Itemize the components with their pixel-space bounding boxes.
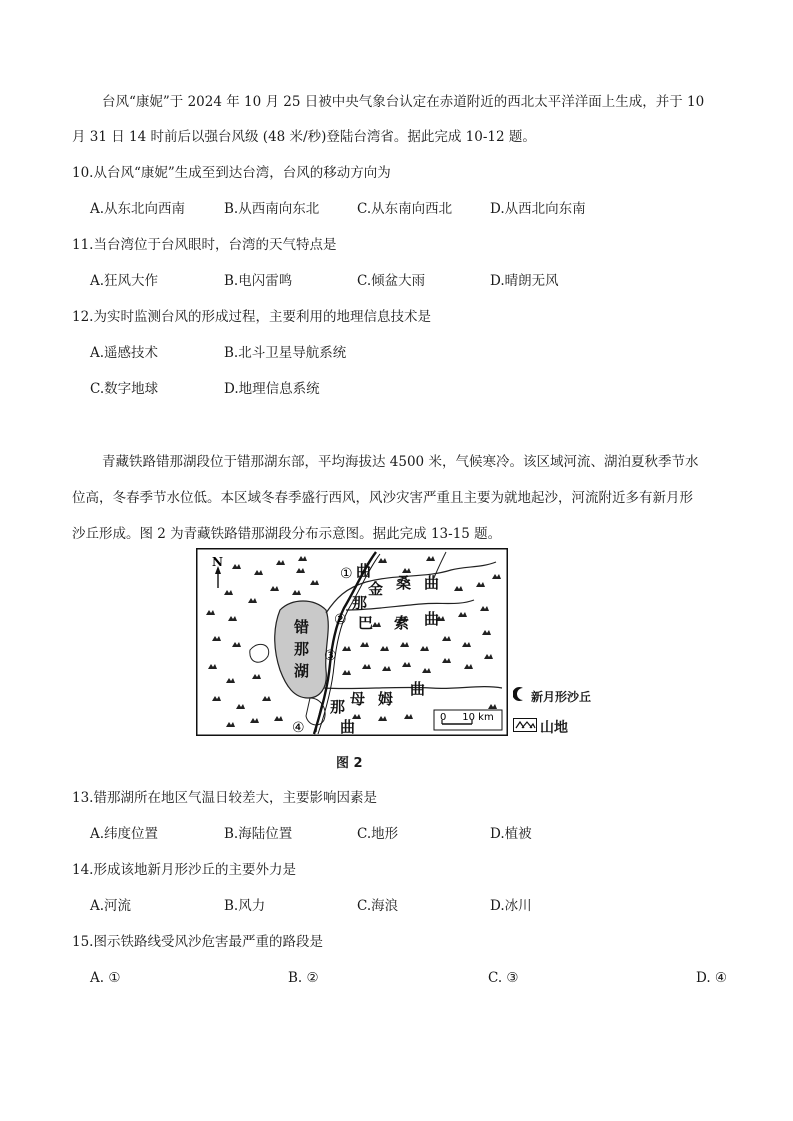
q15-option-c: C. ③: [488, 970, 519, 986]
q12-option-c: C.数字地球: [90, 381, 159, 397]
q11-option-b: B.电闪雷鸣: [224, 273, 293, 289]
marker-1: ①: [340, 566, 353, 582]
q10-option-d: D.从西北向东南: [490, 201, 586, 217]
lake-label-3: 湖: [294, 662, 310, 680]
q14-stem: 14.形成该地新月形沙丘的主要外力是: [72, 862, 296, 878]
q14-option-d: D.冰川: [490, 898, 532, 914]
river4-char-2: 曲: [340, 718, 356, 736]
marker-4: ④: [292, 720, 305, 736]
river1-char-4: 曲: [424, 574, 440, 592]
scale-label: 0 10 km: [440, 712, 494, 723]
river1-char-1: 曲: [356, 562, 372, 580]
river2-char-4: 曲: [424, 610, 440, 628]
railway-map: [196, 548, 508, 736]
q10-option-b: B.从西南向东北: [224, 201, 320, 217]
q13-option-c: C.地形: [357, 826, 399, 842]
q11-option-a: A.狂风大作: [90, 273, 159, 289]
q14-option-b: B.风力: [224, 898, 266, 914]
lake-label-1: 错: [294, 618, 310, 636]
lake-label-2: 那: [294, 640, 310, 658]
q15-option-b: B. ②: [288, 970, 319, 986]
crescent-dune-icon: [513, 686, 529, 702]
q10-option-c: C.从东南向西北: [357, 201, 453, 217]
q13-option-d: D.植被: [490, 826, 532, 842]
q14-option-c: C.海浪: [357, 898, 399, 914]
legend-mountain-label: 山地: [540, 720, 568, 736]
legend-dune-label: 新月形沙丘: [531, 690, 592, 704]
river4-char-1: 那: [330, 698, 346, 716]
passage1-line1: 台风“康妮”于 2024 年 10 月 25 日被中央气象台认定在赤道附近的西北太平洋洋面上生成，并于 10: [102, 94, 705, 110]
river3-char-2: 姆: [378, 690, 394, 708]
river1-char-2: 金: [368, 580, 384, 598]
q12-option-b: B.北斗卫星导航系统: [224, 345, 347, 361]
north-label: N: [212, 555, 223, 569]
q10-option-a: A.从东北向西南: [90, 201, 186, 217]
marker-2: ②: [334, 612, 347, 628]
passage2-line3: 沙丘形成。图 2 为青藏铁路错那湖段分布示意图。据此完成 13-15 题。: [72, 526, 502, 542]
q10-stem: 10.从台风“康妮”生成至到达台湾，台风的移动方向为: [72, 165, 391, 181]
river3-char-3: 曲: [410, 680, 426, 698]
passage1-line2: 月 31 日 14 时前后以强台风级 (48 米/秒)登陆台湾省。据此完成 10-12 题。: [72, 129, 536, 145]
q12-option-a: A.遥感技术: [90, 345, 159, 361]
q13-option-b: B.海陆位置: [224, 826, 293, 842]
q11-option-c: C.倾盆大雨: [357, 273, 426, 289]
q11-stem: 11.当台湾位于台风眼时，台湾的天气特点是: [72, 237, 337, 253]
figure-caption: 图 2: [336, 756, 363, 771]
marker-3: ③: [324, 648, 337, 664]
q11-option-d: D.晴朗无风: [490, 273, 559, 289]
q12-option-d: D.地理信息系统: [224, 381, 320, 397]
passage2-line2: 位高，冬春季节水位低。本区域冬春季盛行西风，风沙灾害严重且主要为就地起沙，河流附近多有新月形: [72, 490, 693, 506]
q14-option-a: A.河流: [90, 898, 132, 914]
mountain-legend-icon: [513, 718, 537, 732]
q12-stem: 12.为实时监测台风的形成过程，主要利用的地理信息技术是: [72, 309, 431, 325]
river2-char-2: 巴: [358, 614, 374, 632]
q15-option-d: D. ④: [696, 970, 728, 986]
river1-char-3: 桑: [396, 574, 412, 592]
river2-char-3: 索: [394, 614, 410, 632]
q15-stem: 15.图示铁路线受风沙危害最严重的路段是: [72, 934, 323, 950]
passage2-line1: 青藏铁路错那湖段位于错那湖东部，平均海拔达 4500 米，气候寒冷。该区域河流、湖泊夏秋季节水: [102, 454, 699, 470]
q15-option-a: A. ①: [90, 970, 121, 986]
q13-option-a: A.纬度位置: [90, 826, 159, 842]
river2-char-1: 那: [352, 594, 368, 612]
river3-char-1: 母: [350, 690, 366, 708]
q13-stem: 13.错那湖所在地区气温日较差大，主要影响因素是: [72, 790, 377, 806]
